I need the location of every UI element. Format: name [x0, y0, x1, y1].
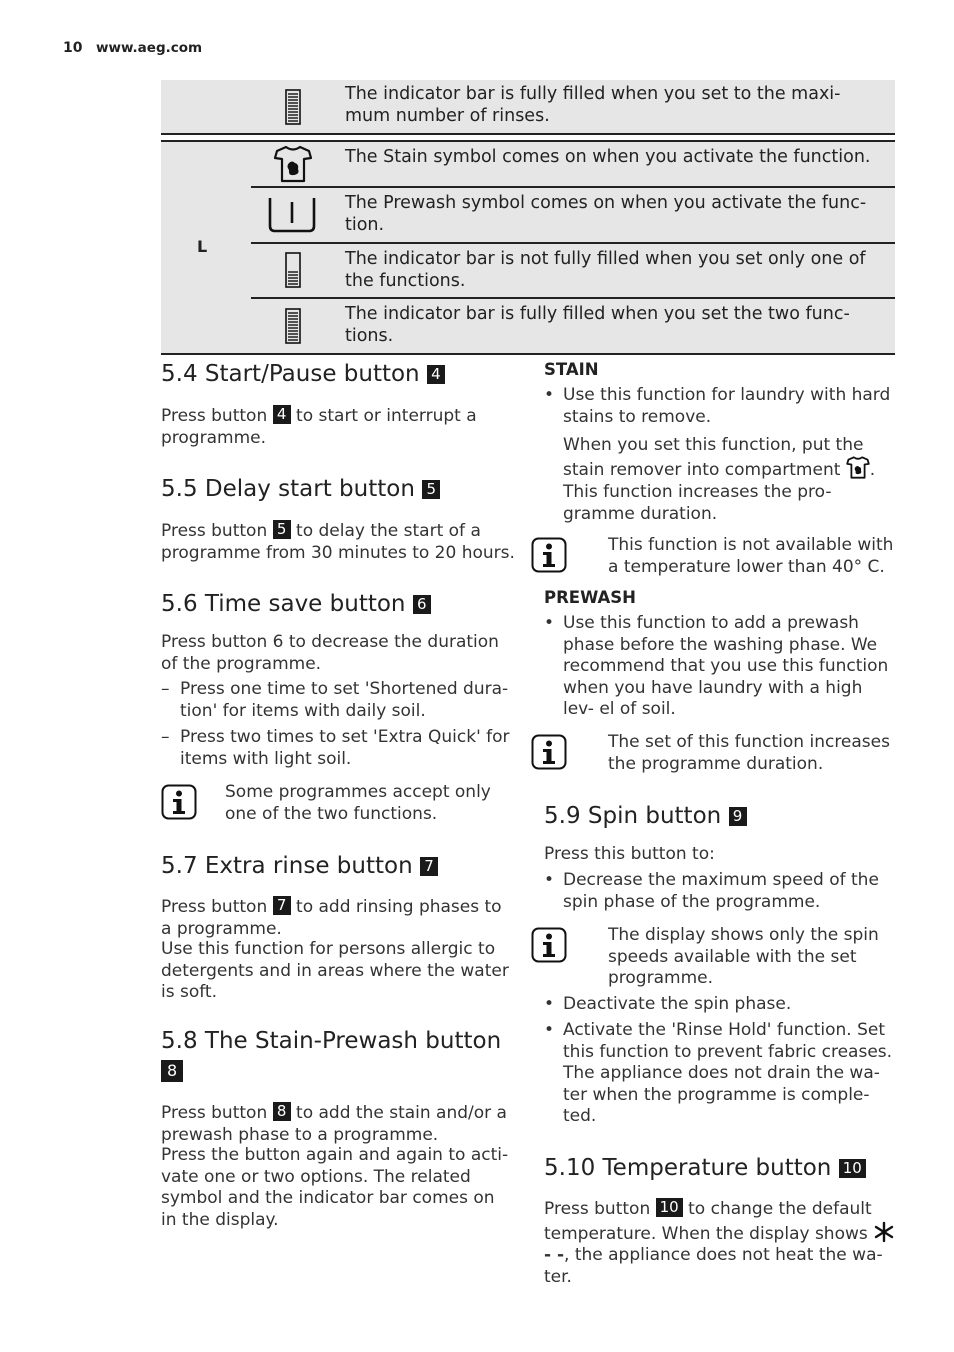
page-number: 10	[63, 40, 83, 56]
stain-shirt-icon	[273, 145, 313, 183]
section-title-5-6: 5.6 Time save button 6	[161, 590, 431, 618]
paragraph: Press button 4 to start or interrupt a programme.	[161, 405, 477, 448]
prewash-tub-icon	[268, 196, 316, 234]
info-icon	[531, 734, 567, 770]
subheading-stain: STAIN	[544, 360, 599, 379]
list-item: • Deactivate the spin phase.	[544, 994, 792, 1014]
subheading-prewash: PREWASH	[544, 588, 636, 607]
indicator-bar-full-icon	[285, 89, 301, 125]
list-item: – Press one time to set 'Shortened dura- tion' for items with daily soil.	[161, 679, 509, 721]
section-title-5-10: 5.10 Temperature button 10	[544, 1154, 866, 1182]
section-title-5-5: 5.5 Delay start button 5	[161, 475, 440, 503]
button-number-badge: 4	[427, 365, 445, 384]
paragraph: Press button 6 to decrease the duration of the programme.	[161, 632, 499, 674]
section-title-5-4: 5.4 Start/Pause button 4	[161, 360, 445, 388]
paragraph: Press the button again and again to acti- vate one or two options. The related symbol and the indicator bar comes on in the display.	[161, 1145, 509, 1230]
button-number-badge: 7	[420, 857, 438, 876]
paragraph: Press button 8 to add the stain and/or a prewash phase to a programme.	[161, 1102, 507, 1145]
table-row-label: L	[197, 237, 208, 256]
paragraph: Use this function for persons allergic to detergents and in areas where the water is soft.	[161, 939, 509, 1002]
paragraph: Press button 7 to add rinsing phases to a programme.	[161, 896, 502, 939]
no-heat-asterisk-icon	[873, 1221, 895, 1243]
button-number-badge: 10	[839, 1159, 866, 1178]
button-number-badge: 9	[729, 807, 747, 826]
list-item: • Use this function for laundry with hard stains to remove.	[544, 385, 891, 427]
list-item: • Activate the 'Rinse Hold' function. Set this function to prevent fabric creases. The appliance does not drain the wa- ter when the programme is comple- ted.	[544, 1020, 893, 1126]
list-item: – Press two times to set 'Extra Quick' for items with light soil.	[161, 727, 510, 769]
table-cell-text: The Prewash symbol comes on when you activate the func- tion.	[345, 193, 867, 235]
paragraph: Press this button to:	[544, 844, 715, 864]
button-number-badge: 5	[422, 480, 440, 499]
note-text: This function is not available with a temperature lower than 40° C.	[608, 535, 894, 577]
indicator-bar-partial-icon	[285, 252, 301, 288]
info-icon	[161, 784, 197, 820]
table-cell-text: The indicator bar is fully filled when you set the two func- tions.	[345, 304, 850, 346]
note-text: The set of this function increases the programme duration.	[608, 732, 890, 774]
section-title-5-7: 5.7 Extra rinse button 7	[161, 852, 438, 880]
paragraph: When you set this function, put the stain remover into compartment . This function increases the pro- gramme duration.	[563, 435, 876, 524]
section-title-5-8: 5.8 The Stain-Prewash button	[161, 1028, 502, 1054]
paragraph: Press button 5 to delay the start of a programme from 30 minutes to 20 hours.	[161, 520, 515, 563]
indicator-bar-full-icon	[285, 308, 301, 344]
paragraph: Press button 10 to change the default temperature. When the display shows - -, the appliance does not heat the wa- ter.	[544, 1198, 896, 1288]
stain-compartment-icon	[846, 456, 870, 479]
table-cell-text: The Stain symbol comes on when you activate the function.	[345, 147, 871, 167]
button-number-badge: 8	[161, 1060, 183, 1085]
table-cell-text: The indicator bar is not fully filled when you set only one of the functions.	[345, 249, 866, 291]
list-item: • Use this function to add a prewash phase before the washing phase. We recommend that you use this function when you have laundry with a high lev- el of soil.	[544, 613, 889, 719]
table-cell-text: The indicator bar is fully filled when you set to the maxi- mum number of rinses.	[345, 84, 841, 126]
info-icon	[531, 537, 567, 573]
section-title-5-9: 5.9 Spin button 9	[544, 802, 747, 830]
list-item: • Decrease the maximum speed of the spin phase of the programme.	[544, 870, 879, 912]
note-text: Some programmes accept only one of the two functions.	[225, 782, 491, 824]
button-number-badge: 6	[413, 595, 431, 614]
note-text: The display shows only the spin speeds available with the set programme.	[608, 925, 879, 988]
site-url: www.aeg.com	[96, 40, 203, 56]
info-icon	[531, 927, 567, 963]
